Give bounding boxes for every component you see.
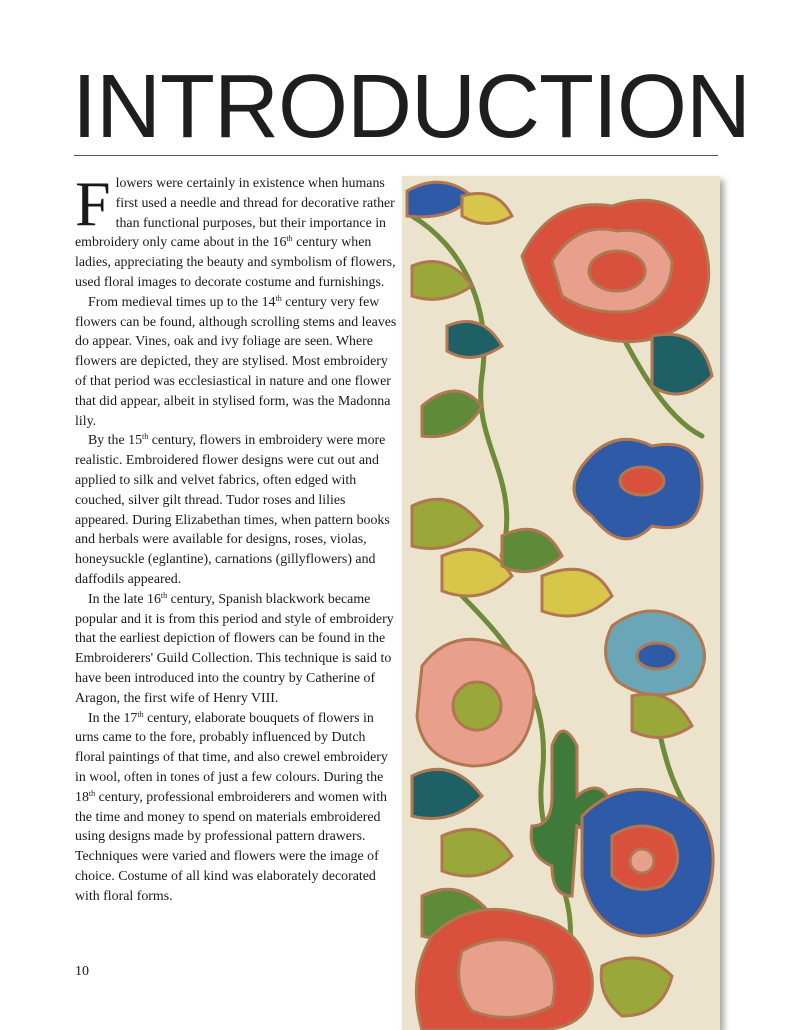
page-title: INTRODUCTION — [72, 57, 750, 157]
paragraph-4: In the late 16th century, Spanish blackwork became popular and it is from this period and style of embroidery that the earliest depiction of flowers can be found in the Embroiderers' Guild Collection. This technique is said to have been introduced into the country by Catherine of Aragon, the first wife of Henry VIII. — [75, 590, 394, 706]
embroidery-illustration — [402, 176, 720, 1030]
page-number: 10 — [75, 964, 89, 979]
paragraph-3: By the 15th century, flowers in embroidery were more realistic. Embroidered flower designs were cut out and applied to silk and velvet fabrics, often edged with couched, silver gilt thread. Tudor roses and lilies appeared. During Elizabethan times, when pattern books and herbals were available for designs, roses, violas, honeysuckle (eglantine), carnations (gillyflowers) and daffodils appeared. — [75, 432, 390, 587]
embroidery-photo — [402, 176, 720, 1030]
body-text — [75, 168, 397, 906]
paragraph-2: From medieval times up to the 14th century very few flowers can be found, although scrolling stems and leaves do appear. Vines, oak and ivy foliage are seen. Where flowers are depicted, they are stylised. Most embroidery of that period was ecclesiastical in nature and one flower that did appear, albeit in stylised form, was the Madonna lily. — [75, 293, 397, 429]
title-rule — [74, 155, 718, 156]
drop-cap: F — [75, 168, 111, 239]
paragraph-5: In the 17th century, elaborate bouquets of flowers in urns came to the fore, probably influenced by Dutch floral paintings of that time, and also crewel embroidery in wool, often in tones of just a few colours. During the 18th century, professional embroiderers and women with the time and money to spend on materials embroidered using designs made by professional pattern drawers. Techniques were varied and flowers were the image of choice. Costume of all kind was elaborately decorated with floral forms. — [75, 709, 388, 904]
paragraph-1: Flowers were certainly in existence when humans first used a needle and thread for decorative rather than functional purposes, but their importance in embroidery only came about in the 16th century when ladies, appreciating the beauty and symbolism of flowers, used floral images to decorate costume and furnishings. — [75, 168, 396, 290]
